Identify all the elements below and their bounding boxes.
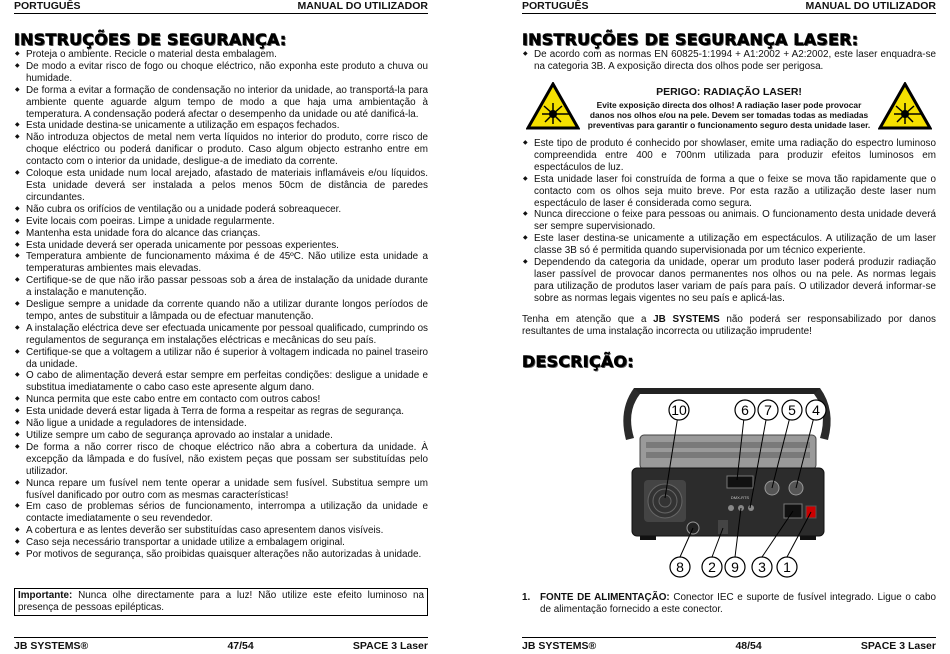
- callout-number: 8: [676, 559, 684, 575]
- list-item: ◆ Nunca repare um fusível nem tente operar a unidade sem fusível. Substitua sempre um fusível danificado por outro com as mesmas características!: [14, 478, 428, 502]
- page-footer: [14, 637, 428, 652]
- laser-safety-list: [522, 138, 936, 305]
- header-title: MANUAL DO UTILIZADOR: [297, 0, 428, 12]
- list-item: ◆ Evite locais com poeiras. Limpe a unidade regularmente.: [14, 216, 428, 228]
- list-item: ◆ A instalação eléctrica deve ser efectuada unicamente por pessoal qualificado, cumprindo os regulamentos de segurança em instalações eléctricas e mecânicas do seu país.: [14, 323, 428, 347]
- list-item: ◆ De forma a evitar a formação de condensação no interior da unidade, ao transportá-la para ambiente quente aguarde algum tempo de modo a que haja uma ambientação à temperatura. A condensação poderá afectar o desempenho da unidade ou até danificá-la.: [14, 85, 428, 121]
- list-item: ◆ Nunca direccione o feixe para pessoas ou animais. O funcionamento desta unidade deverá ser sempre supervisionado.: [522, 209, 936, 233]
- callout-number: 2: [708, 559, 716, 575]
- list-item: ◆ Não introduza objectos de metal nem verta líquidos no interior do produto, corre risco de choque eléctrico ou poderá danificar o produto. Caso algum objecto estranho entre em contacto com o interior da unidade, desligue-a de imediato da corrente.: [14, 132, 428, 168]
- callout-number: 3: [758, 559, 766, 575]
- list-item: ◆ Temperatura ambiente de funcionamento máxima é de 45ºC. Não utilize esta unidade a temperaturas ambientes mais elevadas.: [14, 251, 428, 275]
- safety-list: [14, 49, 428, 561]
- list-item: ◆ Caso seja necessário transportar a unidade utilize a embalagem original.: [14, 537, 428, 549]
- safety-heading: INSTRUÇÕES DE SEGURANÇA:: [14, 30, 287, 49]
- liability-paragraph: [522, 314, 936, 338]
- item-title: FONTE DE ALIMENTAÇÃO:: [540, 592, 670, 603]
- list-item: ◆ Não ligue a unidade a reguladores de intensidade.: [14, 418, 428, 430]
- list-item: ◆ Esta unidade deverá estar ligada à Terra de forma a respeitar as regras de segurança.: [14, 406, 428, 418]
- list-item: ◆ Esta unidade destina-se unicamente a utilização em espaços fechados.: [14, 120, 428, 132]
- list-item: ◆ A cobertura e as lentes deverão ser substituídas caso apresentem danos visíveis.: [14, 525, 428, 537]
- item-number: 1.: [522, 592, 531, 603]
- list-item: ◆ Não cubra os orifícios de ventilação ou a unidade poderá sobreaquecer.: [14, 204, 428, 216]
- warning-title: PERIGO: RADIAÇÃO LASER!: [656, 86, 802, 98]
- liability-text-end: não poderá ser responsabilizado por danos resultantes de uma instalação incorrecta ou utilização imprudente!: [522, 314, 936, 337]
- callout-number: 5: [788, 402, 796, 418]
- callout-number: 10: [671, 402, 687, 418]
- list-item: ◆ Proteja o ambiente. Recicle o material desta embalagem.: [14, 49, 428, 61]
- laser-warning-text: [586, 86, 872, 130]
- list-item: ◆ De acordo com as normas EN 60825-1:1994 + A1:2002 + A2:2002, este laser enquadra-se na categoria 3B. A exposição directa dos olhos pode ser perigosa.: [522, 49, 936, 73]
- device-rear-panel-illustration: [522, 380, 936, 585]
- list-item: ◆ Nunca permita que este cabo entre em contacto com outros cabos!: [14, 394, 428, 406]
- list-item: ◆ Este tipo de produto é conhecido por showlaser, emite uma radiação do espectro luminoso compreendida entre 400 e 700nm utilizada para produzir efeitos luminosos em espectáculos de luz.: [522, 138, 936, 174]
- footer-model: SPACE 3 Laser: [352, 640, 428, 652]
- important-note: [14, 588, 428, 616]
- list-item: ◆ Por motivos de segurança, são proibidas quaisquer alterações não autorizadas à unidade.: [14, 549, 428, 561]
- footer-brand: JB SYSTEMS®: [14, 640, 89, 652]
- laser-warning-icon: [878, 82, 932, 130]
- list-item: ◆ Certifique-se que a voltagem a utilizar não é superior à voltagem indicada no painel traseiro da unidade.: [14, 347, 428, 371]
- callout-number: 6: [741, 402, 749, 418]
- callout-number: 4: [812, 402, 820, 418]
- list-item: ◆ O cabo de alimentação deverá estar sempre em perfeitas condições: desligue a unidade e substitua imediatamente o cabo caso este apresente algum dano.: [14, 370, 428, 394]
- list-item: ◆ Mantenha esta unidade fora do alcance das crianças.: [14, 228, 428, 240]
- page-header: [522, 0, 936, 14]
- laser-warning-icon: [526, 82, 580, 130]
- important-label: Importante:: [18, 590, 73, 601]
- header-language: PORTUGUÊS: [522, 0, 589, 12]
- right-page: [522, 0, 936, 654]
- page-footer: [522, 637, 936, 652]
- warning-body: Evite exposição directa dos olhos! A radiação laser pode provocar danos nos olhos e/ou na pele. Devem ser tomadas todas as mediadas preventivas para garantir o funcionamento seguro desta unidade laser.: [587, 100, 871, 130]
- left-page: [14, 0, 428, 654]
- callout-number: 1: [783, 559, 791, 575]
- list-item: ◆ Dependendo da categoria da unidade, operar um produto laser poderá produzir radiação laser passível de provocar danos permanentes nos olhos ou na pele. As normas legais para utilização de produtos laser variam de país para país. O utilizador deverá informar-se sobre as normas legais vigentes no seu país e aplicá-las.: [522, 257, 936, 305]
- list-item: ◆ Coloque esta unidade num local arejado, afastado de materiais inflamáveis e/ou líquidos. Esta unidade deverá ser instalada a pelos menos 50cm de distância de paredes circundantes.: [14, 168, 428, 204]
- list-item: ◆ Desligue sempre a unidade da corrente quando não a utilizar durante longos períodos de tempo, antes de substituir a lâmpada ou de efectuar manutenção.: [14, 299, 428, 323]
- description-heading: DESCRIÇÃO:: [522, 352, 634, 371]
- header-title: MANUAL DO UTILIZADOR: [805, 0, 936, 12]
- header-language: PORTUGUÊS: [14, 0, 81, 12]
- description-list: [522, 592, 936, 616]
- liability-text-start: Tenha em atenção que a: [522, 314, 654, 325]
- list-item: ◆ De forma a não correr risco de choque eléctrico não abra a cobertura da unidade. À excepção da lâmpada e do fusível, não existem peças que possam ser substituídas pelo utilizador.: [14, 442, 428, 478]
- device-display-label: DMX-RTS: [730, 495, 750, 500]
- list-item: ◆ Utilize sempre um cabo de segurança aprovado ao instalar a unidade.: [14, 430, 428, 442]
- laser-intro-list: [522, 49, 936, 73]
- list-item: ◆ Esta unidade laser foi construída de forma a que o feixe se mova tão rapidamente que o contacto com os olhos seja muito breve. Por esta razão a utilização deste laser num espectáculo de laser é considerada como segura.: [522, 174, 936, 210]
- list-item: ◆ Certifique-se de que não irão passar pessoas sob a área de instalação da unidade durante a instalação e manutenção.: [14, 275, 428, 299]
- footer-page-number: 48/54: [735, 640, 762, 652]
- liability-brand: JB SYSTEMS: [653, 314, 720, 325]
- list-item: ◆ Esta unidade deverá ser operada unicamente por pessoas experientes.: [14, 240, 428, 252]
- list-item: ◆ Em caso de problemas sérios de funcionamento, interrompa a utilização da unidade e contacte imediatamente o seu revendedor.: [14, 501, 428, 525]
- laser-safety-heading: INSTRUÇÕES DE SEGURANÇA LASER:: [522, 30, 859, 49]
- callout-number: 7: [764, 402, 772, 418]
- footer-model: SPACE 3 Laser: [860, 640, 936, 652]
- callout-number: 9: [731, 559, 739, 575]
- list-item: ◆ Este laser destina-se unicamente a utilização em espectáculos. A utilização de um laser classe 3B só é permitida quando supervisionada por um técnico experiente.: [522, 233, 936, 257]
- page-header: [14, 0, 428, 14]
- list-item: ◆ De modo a evitar risco de fogo ou choque eléctrico, não exponha este produto a chuva ou humidade.: [14, 61, 428, 85]
- description-item: [522, 592, 936, 616]
- laser-warning-box: [522, 82, 936, 138]
- important-text: Nunca olhe directamente para a luz! Não utilize este efeito luminoso na presença de pessoas epilépticas.: [18, 590, 424, 613]
- footer-page-number: 47/54: [227, 640, 254, 652]
- item-text: Conector IEC e suporte de fusível integrado. Ligue o cabo de alimentação fornecido a este conector.: [540, 592, 936, 615]
- footer-brand: JB SYSTEMS®: [522, 640, 597, 652]
